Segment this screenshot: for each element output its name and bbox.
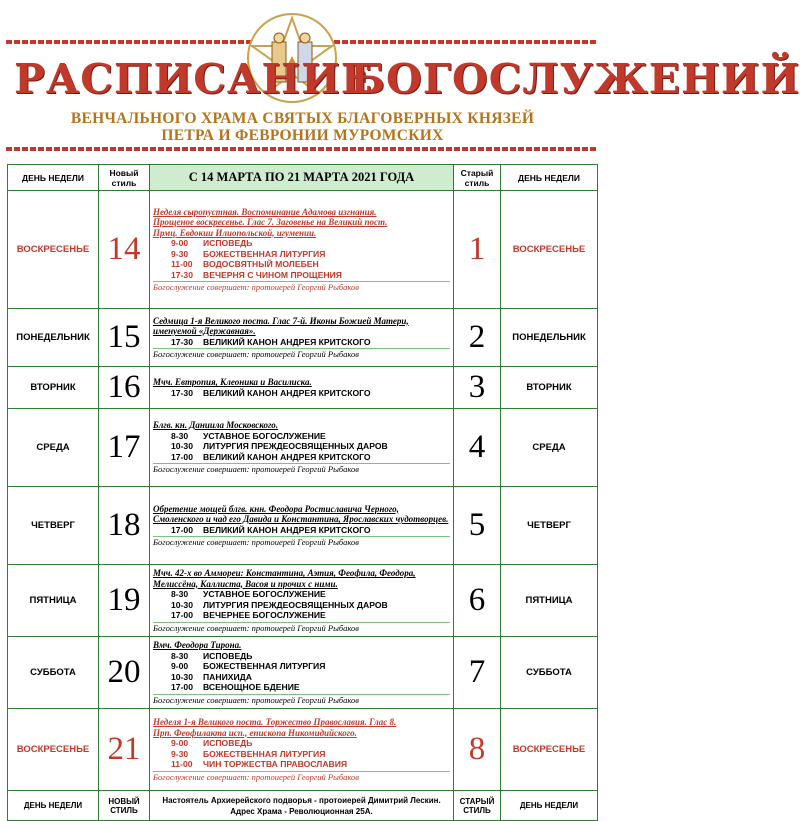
service-name: УСТАВНОЕ БОГОСЛУЖЕНИЕ — [203, 430, 326, 441]
table-row — [8, 709, 598, 791]
table-row — [8, 637, 598, 709]
table-header-row — [8, 165, 598, 191]
feast-note: Обретение мощей блгв. кнн. Феодора Ростиславича Черного, Смоленского и чад его Давида и Константина, Ярославских чудотворцев. — [153, 503, 449, 524]
service-line — [153, 388, 450, 399]
footer-address: Адрес Храма - Революционная 25А. — [230, 806, 373, 816]
new-style-date: 14 — [99, 191, 150, 309]
service-line — [153, 759, 450, 770]
service-time: 11-00 — [171, 259, 193, 269]
bottom-ornament-border — [6, 147, 598, 151]
service-time: 9-00 — [171, 661, 189, 671]
service-time: 8-30 — [171, 430, 189, 441]
new-style-date: 21 — [99, 709, 150, 791]
col-old-style-header: Старый стиль — [454, 165, 501, 191]
footer-day-right: ДЕНЬ НЕДЕЛИ — [501, 791, 598, 821]
new-style-date: 15 — [99, 309, 150, 367]
service-name: ВЕЛИКИЙ КАНОН АНДРЕЯ КРИТСКОГО — [203, 387, 371, 398]
service-time: 17-00 — [171, 682, 193, 692]
table-row — [8, 309, 598, 367]
service-name: ЛИТУРГИЯ ПРЕЖДЕОСВЯЩЕННЫХ ДАРОВ — [203, 599, 388, 610]
footer-rector: Настоятель Архиерейского подворья - протоиерей Димитрий Лескин. — [162, 795, 441, 805]
officiant: Богослужение совершает: протоиерей Георгий Рыбаков — [153, 348, 450, 360]
old-style-date: 8 — [454, 709, 501, 791]
old-style-date: 3 — [454, 367, 501, 409]
new-style-date: 16 — [99, 367, 150, 409]
day-name: ПЯТНИЦА — [8, 565, 99, 637]
service-line — [153, 661, 450, 672]
service-line — [153, 259, 450, 270]
service-line — [153, 600, 450, 611]
service-name: ВЕЛИКИЙ КАНОН АНДРЕЯ КРИТСКОГО — [203, 451, 371, 462]
officiant: Богослужение совершает: протоиерей Георгий Рыбаков — [153, 771, 450, 783]
service-name: ВЕЛИКИЙ КАНОН АНДРЕЯ КРИТСКОГО — [203, 336, 371, 347]
new-style-date: 20 — [99, 637, 150, 709]
day-name: ПОНЕДЕЛЬНИК — [8, 309, 99, 367]
col-day-header: ДЕНЬ НЕДЕЛИ — [8, 165, 99, 191]
day-name: СРЕДА — [8, 409, 99, 487]
feast-note: Мчч. Евтропия, Клеоника и Василиска. — [153, 377, 312, 387]
service-line — [153, 431, 450, 442]
service-line — [153, 682, 450, 693]
feast-note: Неделя сыропустная. Воспоминание Адамова изгнания. — [153, 206, 377, 217]
day-name-right: СУББОТА — [501, 637, 598, 709]
service-time: 17-00 — [171, 610, 193, 620]
table-row — [8, 409, 598, 487]
service-line — [153, 738, 450, 749]
day-name-right: ВТОРНИК — [501, 367, 598, 409]
service-name: УСТАВНОЕ БОГОСЛУЖЕНИЕ — [203, 589, 326, 599]
footer-new-style: НОВЫЙ СТИЛЬ — [99, 791, 150, 821]
old-style-date: 4 — [454, 409, 501, 487]
feast-note: Седмица 1-я Великого поста. Глас 7-й. Иконы Божией Матери, именуемой «Державная». — [153, 315, 409, 336]
officiant: Богослужение совершает: протоиерей Георгий Рыбаков — [153, 622, 450, 634]
service-time: 10-30 — [171, 671, 193, 682]
service-line — [153, 651, 450, 662]
table-row — [8, 367, 598, 409]
table-row — [8, 191, 598, 309]
day-content — [150, 487, 454, 565]
day-name-right: ЧЕТВЕРГ — [501, 487, 598, 565]
day-name: ВТОРНИК — [8, 367, 99, 409]
service-line — [153, 525, 450, 536]
service-name: БОЖЕСТВЕННАЯ ЛИТУРГИЯ — [203, 661, 326, 671]
service-name: ВЕЧЕРНЕЕ БОГОСЛУЖЕНИЕ — [203, 610, 326, 620]
service-name: ВСЕНОЩНОЕ БДЕНИЕ — [203, 682, 300, 692]
service-line — [153, 589, 450, 600]
service-name: ИСПОВЕДЬ — [203, 738, 253, 748]
officiant: Богослужение совершает: протоиерей Георгий Рыбаков — [153, 281, 450, 293]
day-content — [150, 709, 454, 791]
day-name-right: ПЯТНИЦА — [501, 565, 598, 637]
service-line — [153, 337, 450, 348]
feast-note: Вмч. Феодора Тирона. — [153, 640, 242, 650]
service-time: 10-30 — [171, 441, 193, 452]
page-header — [0, 0, 800, 160]
service-name: ВЕЛИКИЙ КАНОН АНДРЕЯ КРИТСКОГО — [203, 524, 371, 535]
day-name-right: СРЕДА — [501, 409, 598, 487]
day-name: СУББОТА — [8, 637, 99, 709]
service-time: 10-30 — [171, 599, 193, 610]
service-time: 9-30 — [171, 748, 189, 759]
service-time: 17-30 — [171, 336, 193, 347]
day-name-right: ВОСКРЕСЕНЬЕ — [501, 709, 598, 791]
service-name: ПАНИХИДА — [203, 671, 253, 682]
service-line — [153, 749, 450, 760]
service-name: ЧИН ТОРЖЕСТВА ПРАВОСЛАВИЯ — [203, 759, 348, 769]
feast-note: Мчч. 42-х во Аммореи: Константина, Аэтия, Феофила, Феодора, Мелиссёна, Каллиста, Васоя и прочих с ними. — [153, 568, 416, 589]
day-name-right: ПОНЕДЕЛЬНИК — [501, 309, 598, 367]
service-time: 17-30 — [171, 387, 193, 398]
day-name-right: ВОСКРЕСЕНЬЕ — [501, 191, 598, 309]
feast-note: Неделя 1-я Великого поста. Торжество Православия. Глас 8. — [153, 717, 397, 727]
day-content — [150, 409, 454, 487]
officiant: Богослужение совершает: протоиерей Георгий Рыбаков — [153, 694, 450, 706]
old-style-date: 7 — [454, 637, 501, 709]
service-line — [153, 270, 450, 281]
old-style-date: 1 — [454, 191, 501, 309]
old-style-date: 6 — [454, 565, 501, 637]
schedule-table — [7, 164, 598, 821]
day-name: ВОСКРЕСЕНЬЕ — [8, 191, 99, 309]
day-content — [150, 309, 454, 367]
footer-day: ДЕНЬ НЕДЕЛИ — [8, 791, 99, 821]
officiant: Богослужение совершает: протоиерей Георгий Рыбаков — [153, 463, 450, 475]
service-name: ЛИТУРГИЯ ПРЕЖДЕОСВЯЩЕННЫХ ДАРОВ — [203, 441, 388, 452]
service-line — [153, 610, 450, 621]
table-footer-row — [8, 791, 598, 821]
service-line — [153, 238, 450, 249]
service-name: ВОДОСВЯТНЫЙ МОЛЕБЕН — [203, 259, 319, 269]
new-style-date: 18 — [99, 487, 150, 565]
day-name: ЧЕТВЕРГ — [8, 487, 99, 565]
new-style-date: 17 — [99, 409, 150, 487]
service-line — [153, 672, 450, 683]
subtitle-line-2: ПЕТРА И ФЕВРОНИИ МУРОМСКИХ — [161, 127, 444, 144]
officiant: Богослужение совершает: протоиерей Георгий Рыбаков — [153, 536, 450, 548]
service-line — [153, 452, 450, 463]
day-content — [150, 637, 454, 709]
service-time: 9-30 — [171, 248, 189, 259]
service-time: 9-00 — [171, 238, 189, 248]
feast-note: Прп. Феофилакта исп., епископа Никомидийского. — [153, 727, 357, 738]
new-style-date: 19 — [99, 565, 150, 637]
date-range-header: С 14 МАРТА ПО 21 МАРТА 2021 ГОДА — [150, 165, 454, 191]
feast-note: Блгв. кн. Даниила Московского. — [153, 420, 279, 431]
day-content — [150, 367, 454, 409]
day-content — [150, 565, 454, 637]
service-name: БОЖЕСТВЕННАЯ ЛИТУРГИЯ — [203, 748, 326, 759]
table-row — [8, 565, 598, 637]
service-time: 8-30 — [171, 589, 189, 599]
old-style-date: 5 — [454, 487, 501, 565]
subtitle-line-1: ВЕНЧАЛЬНОГО ХРАМА СВЯТЫХ БЛАГОВЕРНЫХ КНЯЗЕЙ — [70, 110, 535, 127]
col-day-header-right: ДЕНЬ НЕДЕЛИ — [501, 165, 598, 191]
service-time: 8-30 — [171, 650, 189, 661]
feast-note: Прмц. Евдокии Илиопольской, игумении. — [153, 227, 317, 238]
day-name: ВОСКРЕСЕНЬЕ — [8, 709, 99, 791]
footer-old-style: СТАРЫЙ СТИЛЬ — [454, 791, 501, 821]
title-left: РАСПИСАНИЕ — [14, 55, 374, 103]
day-content — [150, 191, 454, 309]
footer-info — [150, 791, 454, 821]
service-time: 9-00 — [171, 738, 189, 748]
service-time: 11-00 — [171, 759, 193, 769]
title-right: БОГОСЛУЖЕНИЙ — [350, 55, 800, 103]
service-name: БОЖЕСТВЕННАЯ ЛИТУРГИЯ — [203, 248, 326, 259]
feast-note: Прощеное воскресенье. Глас 7. Заговенье на Великий пост. — [153, 217, 388, 227]
service-name: ИСПОВЕДЬ — [203, 650, 253, 661]
old-style-date: 2 — [454, 309, 501, 367]
service-name: ВЕЧЕРНЯ С ЧИНОМ ПРОЩЕНИЯ — [203, 269, 342, 280]
col-new-style-header: Новый стиль — [99, 165, 150, 191]
table-row — [8, 487, 598, 565]
service-name: ИСПОВЕДЬ — [203, 238, 253, 248]
service-time: 17-30 — [171, 269, 193, 280]
service-time: 17-00 — [171, 451, 193, 462]
service-line — [153, 441, 450, 452]
service-time: 17-00 — [171, 524, 193, 535]
service-line — [153, 249, 450, 260]
